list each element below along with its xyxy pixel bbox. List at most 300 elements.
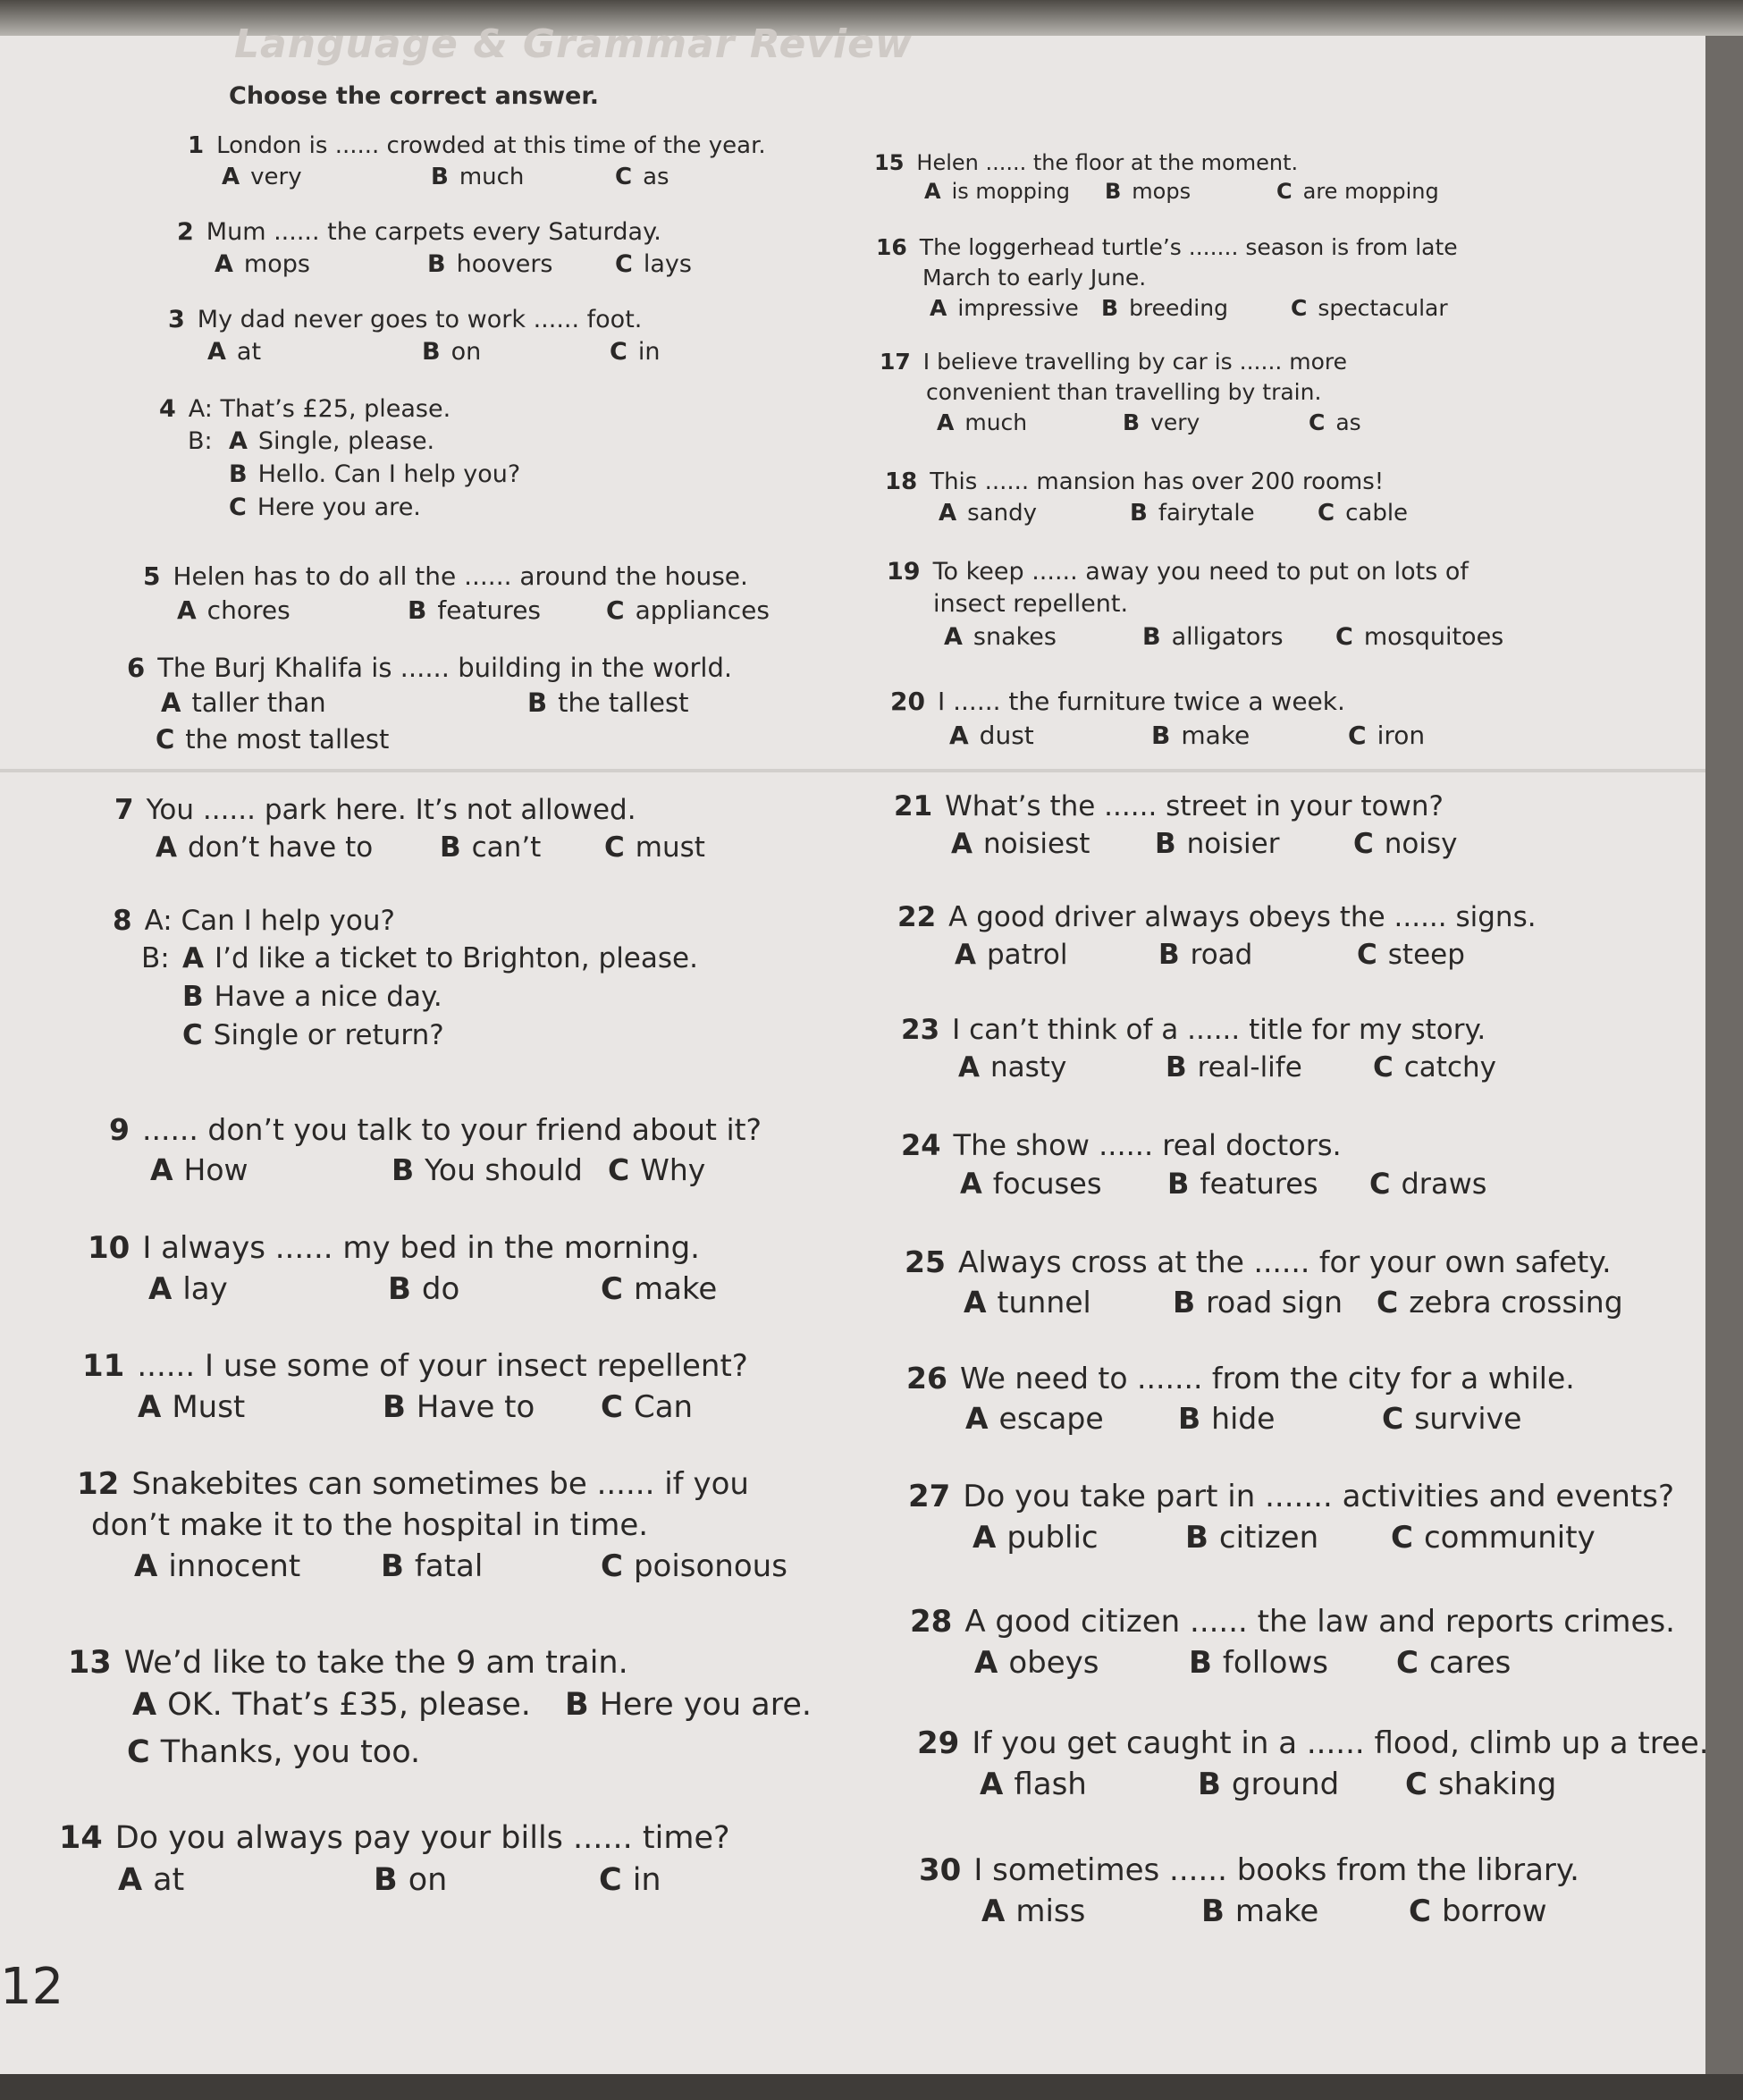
option-text: on [408,1862,448,1898]
option-b[interactable] [1101,295,1228,321]
option-b[interactable] [1201,1893,1318,1929]
question-stem: Do you always pay your bills ...... time? [114,1820,730,1856]
option-text: mops [243,250,310,278]
option-letter: C [1391,1520,1413,1556]
option-c[interactable] [1373,1051,1496,1084]
option-text: in [637,338,661,366]
option-letter: B [374,1862,398,1898]
option-c[interactable] [601,1271,717,1307]
option-a[interactable] [944,623,1057,651]
option-a[interactable] [182,942,698,974]
option-a[interactable] [980,1767,1087,1802]
option-letter: B [1101,295,1119,321]
question-15 [874,150,1298,175]
option-letter: A [980,1767,1004,1802]
option-b[interactable] [1198,1767,1339,1802]
option-text: lays [643,250,692,278]
option-text: poisonous [633,1548,787,1584]
option-b[interactable] [1158,939,1252,971]
option-letter: B [440,831,461,864]
option-text: the most tallest [185,724,390,755]
option-letter: B [383,1389,406,1425]
option-c[interactable] [1348,721,1425,750]
option-letter: C [229,493,247,521]
option-letter: C [601,1389,623,1425]
option-text: the tallest [558,687,689,718]
option-c[interactable] [604,831,705,864]
option-letter: A [132,1687,157,1723]
option-text: ground [1231,1767,1340,1802]
question-27 [908,1479,1674,1514]
question-number: 3 [168,306,185,333]
option-a[interactable] [207,338,261,366]
option-letter: A [955,939,976,971]
option-a[interactable] [964,1285,1091,1320]
option-a[interactable] [118,1862,184,1898]
option-text: flash [1014,1767,1087,1802]
option-b[interactable] [565,1687,812,1723]
question-number: 25 [905,1244,946,1279]
question-14 [59,1820,730,1856]
option-b[interactable] [1142,623,1284,651]
option-text: is mopping [951,179,1071,204]
option-text: do [421,1271,460,1307]
option-text: iron [1377,721,1426,750]
question-21 [894,790,1444,822]
option-c[interactable] [1391,1520,1596,1556]
question-28 [910,1604,1675,1640]
option-text: cares [1428,1645,1511,1681]
option-text: fairytale [1158,500,1255,527]
question-stem: This ...... mansion has over 200 rooms! [930,468,1385,495]
question-number: 30 [919,1852,962,1888]
option-text: taller than [191,687,326,718]
instruction: Choose the correct answer. [229,82,600,110]
option-text: fatal [414,1548,484,1584]
option-letter: B [1189,1645,1212,1681]
option-text: make [1234,1893,1319,1929]
option-a[interactable] [981,1893,1085,1929]
option-b[interactable] [374,1862,447,1898]
option-c[interactable] [1309,409,1361,435]
question-8 [113,905,395,937]
question-26 [906,1361,1575,1396]
question-number: 26 [906,1361,947,1396]
option-letter: A [215,250,233,278]
option-letter: A [973,1520,997,1556]
option-text: don’t have to [188,831,374,864]
question-stem: Do you take part in ....... activities and events? [963,1479,1675,1514]
option-a[interactable] [955,939,1067,971]
option-c[interactable] [608,1152,705,1187]
option-b[interactable] [1189,1645,1328,1681]
option-c[interactable] [1276,179,1439,204]
option-c[interactable] [156,724,389,755]
question-number: 14 [59,1820,103,1856]
option-text: innocent [168,1548,301,1584]
option-text: on [450,338,482,366]
option-letter: B [392,1152,415,1187]
option-a[interactable] [965,1401,1104,1436]
option-text: dust [979,721,1034,750]
option-letter: A [949,721,969,750]
option-b[interactable] [427,250,553,278]
option-letter: B [1142,623,1161,651]
option-a[interactable] [148,1271,228,1307]
option-text: catchy [1403,1051,1496,1084]
option-b[interactable] [1123,409,1200,435]
question-stem: What’s the ...... street in your town? [945,790,1444,822]
question-stem-continued: don’t make it to the hospital in time. [91,1507,649,1543]
question-number: 10 [88,1230,131,1266]
question-13 [68,1645,628,1681]
option-letter: A [177,595,197,625]
speaker-prefix: B: [188,427,213,455]
option-b[interactable] [1105,179,1191,204]
option-b[interactable] [1151,721,1250,750]
option-a[interactable] [138,1389,245,1425]
option-c[interactable] [1377,1285,1623,1320]
question-19 [887,558,1469,586]
question-9 [109,1112,762,1147]
option-text: much [964,409,1028,435]
question-stem: You ...... park here. It’s not allowed. [146,794,636,826]
option-text: public [1006,1520,1099,1556]
question-2 [177,218,661,246]
option-letter: B [1167,1167,1190,1201]
option-text: Thanks, you too. [160,1734,421,1770]
option-letter: A [229,427,248,455]
option-letter: B [388,1271,411,1307]
option-c[interactable] [127,1734,420,1770]
option-letter: B [1130,500,1148,527]
option-text: escape [998,1401,1104,1436]
question-stem: We’d like to take the 9 am train. [123,1645,628,1681]
option-c[interactable] [1291,295,1448,321]
option-letter: A [960,1167,982,1201]
option-letter: B [527,687,548,718]
question-24 [901,1128,1342,1162]
option-letter: A [964,1285,987,1320]
option-a[interactable] [951,828,1090,860]
option-text: much [459,164,525,190]
option-text: lay [182,1271,228,1307]
option-letter: A [939,500,957,527]
option-letter: A [222,164,240,190]
option-text: miss [1015,1893,1086,1929]
question-stem: Snakebites can sometimes be ...... if you [131,1466,749,1502]
option-text: Here you are. [599,1687,812,1723]
option-b[interactable] [392,1152,583,1187]
question-stem: ...... I use some of your insect repellent? [137,1348,748,1384]
option-letter: A [134,1548,158,1584]
option-letter: A [944,623,963,651]
option-text: Have to [416,1389,535,1425]
option-text: mops [1132,179,1191,204]
option-a[interactable] [937,409,1027,435]
option-a[interactable] [949,721,1034,750]
option-text: steep [1387,939,1465,971]
option-letter: A [930,295,947,321]
page-number: 12 [0,1958,64,2016]
option-letter: B [1155,828,1176,860]
option-text: hide [1211,1401,1276,1436]
option-text: as [643,164,669,190]
option-text: Must [172,1389,246,1425]
option-letter: B [1201,1893,1225,1929]
option-c[interactable] [182,1019,444,1051]
option-b[interactable] [1166,1051,1302,1084]
option-c[interactable] [615,250,692,278]
question-number: 21 [894,790,933,822]
option-text: hoovers [456,250,553,278]
option-a[interactable] [215,250,310,278]
option-letter: C [1396,1645,1419,1681]
question-number: 27 [908,1479,951,1514]
option-a[interactable] [132,1687,531,1723]
question-stem: Always cross at the ...... for your own safety. [957,1244,1612,1279]
question-stem: Helen ...... the floor at the moment. [916,150,1299,175]
option-text: zebra crossing [1409,1285,1623,1320]
option-letter: A [161,687,181,718]
question-stem: A good driver always obeys the ...... signs. [948,901,1537,933]
option-letter: A [951,828,973,860]
option-a[interactable] [960,1167,1102,1201]
option-text: shaking [1437,1767,1557,1802]
question-stem: I can’t think of a ...... title for my story. [952,1014,1486,1046]
question-stem: I believe travelling by car is ...... more [922,349,1348,375]
option-b[interactable] [383,1389,535,1425]
option-text: citizen [1218,1520,1319,1556]
option-b[interactable] [1185,1520,1318,1556]
question-20 [890,687,1345,716]
option-c[interactable] [1357,939,1465,971]
question-25 [905,1244,1612,1279]
option-letter: A [148,1271,173,1307]
question-number: 29 [917,1725,960,1761]
option-letter: C [182,1019,203,1051]
question-number: 8 [113,905,132,937]
option-letter: C [1348,721,1367,750]
option-letter: C [601,1271,623,1307]
option-text: draws [1401,1167,1487,1201]
option-letter: B [182,981,204,1013]
option-text: are mopping [1302,179,1439,204]
option-text: cable [1345,500,1409,527]
option-b[interactable] [381,1548,483,1584]
question-6 [127,653,732,683]
speaker-prefix: B: [141,942,170,974]
option-letter: A [150,1152,173,1187]
option-letter: C [1291,295,1308,321]
option-letter: A [958,1051,980,1084]
option-text: snakes [973,623,1057,651]
question-22 [897,901,1537,933]
option-b[interactable] [1130,500,1255,527]
question-stem-continued: March to early June. [922,265,1147,291]
question-stem-continued: convenient than travelling by train. [926,379,1322,405]
option-a[interactable] [229,427,434,455]
option-letter: B [427,250,446,278]
option-b[interactable] [1167,1167,1318,1201]
option-letter: B [1185,1520,1208,1556]
option-c[interactable] [1353,828,1458,860]
option-letter: A [965,1401,989,1436]
option-letter: B [422,338,441,366]
question-number: 23 [901,1014,940,1046]
option-b[interactable] [527,687,689,718]
option-letter: B [229,460,248,488]
option-a[interactable] [156,831,373,864]
option-text: alligators [1171,623,1284,651]
question-7 [114,794,636,826]
option-letter: A [937,409,955,435]
question-18 [885,468,1384,495]
option-text: tunnel [997,1285,1091,1320]
question-number: 5 [143,561,161,591]
option-text: mosquitoes [1363,623,1504,651]
option-a[interactable] [134,1548,300,1584]
question-number: 7 [114,794,134,826]
option-text: Why [640,1152,706,1187]
question-5 [143,561,748,591]
option-c[interactable] [601,1389,693,1425]
option-letter: A [156,831,177,864]
option-text: real-life [1197,1051,1302,1084]
option-a[interactable] [974,1645,1099,1681]
question-16 [876,234,1458,260]
option-letter: A [207,338,226,366]
option-b[interactable] [408,595,541,625]
option-c[interactable] [1382,1401,1521,1436]
option-text: Have a nice day. [214,981,442,1013]
option-c[interactable] [229,493,421,521]
option-text: sandy [967,500,1037,527]
question-number: 18 [885,468,918,495]
option-text: breeding [1129,295,1228,321]
option-letter: B [381,1548,404,1584]
option-letter: C [156,724,175,755]
option-letter: C [1369,1167,1391,1201]
option-letter: B [1158,939,1180,971]
question-number: 15 [874,150,905,175]
option-text: must [635,831,705,864]
option-text: make [1181,721,1250,750]
option-c[interactable] [1409,1893,1547,1929]
option-c[interactable] [1405,1767,1556,1802]
option-a[interactable] [177,595,290,625]
option-a[interactable] [150,1152,248,1187]
option-text: Hello. Can I help you? [257,460,521,488]
option-text: can’t [471,831,542,864]
question-11 [82,1348,748,1384]
question-number: 1 [188,132,205,159]
question-stem: Mum ...... the carpets every Saturday. [206,218,661,246]
option-b[interactable] [1155,828,1279,860]
option-b[interactable] [388,1271,459,1307]
option-c[interactable] [615,164,669,190]
option-text: You should [425,1152,583,1187]
option-b[interactable] [440,831,541,864]
question-stem: To keep ...... away you need to put on lots of [932,558,1469,586]
option-c[interactable] [1396,1645,1511,1681]
question-stem: My dad never goes to work ...... foot. [197,306,643,333]
option-c[interactable] [1318,500,1408,527]
option-a[interactable] [958,1051,1066,1084]
option-c[interactable] [606,595,770,625]
option-text: obeys [1008,1645,1099,1681]
option-text: features [1200,1167,1318,1201]
option-b[interactable] [1173,1285,1343,1320]
option-letter: C [599,1862,622,1898]
option-b[interactable] [422,338,481,366]
option-letter: C [610,338,627,366]
question-stem: If you get caught in a ...... flood, climb up a tree. [972,1725,1709,1761]
question-number: 9 [109,1112,130,1147]
question-30 [919,1852,1579,1888]
option-a[interactable] [924,179,1070,204]
option-text: road sign [1206,1285,1343,1320]
option-b[interactable] [182,981,442,1013]
option-a[interactable] [930,295,1079,321]
option-letter: C [1357,939,1377,971]
option-b[interactable] [229,460,520,488]
option-text: noisy [1384,828,1458,860]
option-letter: A [138,1389,162,1425]
option-a[interactable] [939,500,1037,527]
option-text: Can [633,1389,694,1425]
option-letter: C [1353,828,1374,860]
option-text: noisier [1186,828,1280,860]
option-text: focuses [992,1167,1102,1201]
option-b[interactable] [431,164,524,190]
option-letter: B [1166,1051,1187,1084]
option-a[interactable] [973,1520,1099,1556]
option-letter: B [1151,721,1171,750]
option-c[interactable] [1335,623,1503,651]
option-letter: B [1178,1401,1201,1436]
option-letter: C [601,1548,623,1584]
option-text: appliances [635,595,770,625]
option-b[interactable] [1178,1401,1276,1436]
option-a[interactable] [161,687,326,718]
question-number: 12 [77,1466,120,1502]
question-number: 4 [159,395,176,423]
option-letter: C [1276,179,1293,204]
option-text: survive [1414,1401,1522,1436]
option-letter: B [431,164,449,190]
question-number: 16 [876,234,907,260]
option-c[interactable] [601,1548,787,1584]
question-stem: I ...... the furniture twice a week. [937,687,1345,716]
option-letter: C [608,1152,630,1187]
option-text: borrow [1441,1893,1547,1929]
option-letter: C [1309,409,1326,435]
option-text: make [633,1271,718,1307]
question-number: 2 [177,218,194,246]
option-a[interactable] [222,164,302,190]
option-c[interactable] [610,338,660,366]
option-letter: B [1173,1285,1196,1320]
question-number: 13 [68,1645,112,1681]
option-c[interactable] [1369,1167,1486,1201]
option-text: very [1150,409,1200,435]
question-stem: Helen has to do all the ...... around the house. [173,561,748,591]
option-text: at [153,1862,185,1898]
option-c[interactable] [599,1862,661,1898]
question-stem: We need to ....... from the city for a while. [959,1361,1575,1396]
question-4 [159,395,450,423]
